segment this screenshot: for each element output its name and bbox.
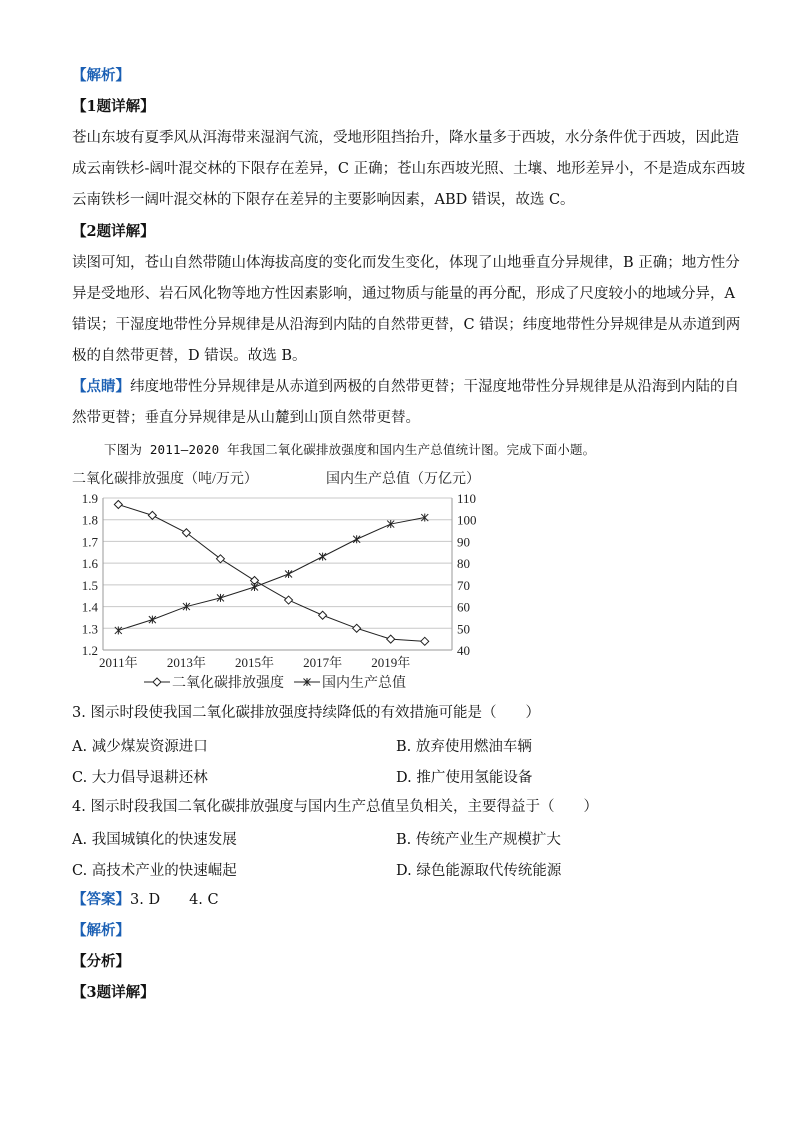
right-tick-label: 50 — [457, 621, 470, 637]
q2-line-4: 极的自然带更替，D 错误。故选 B。 — [72, 348, 307, 364]
dianjing-line-1 — [72, 377, 739, 397]
answer-text: 3. D 4. C — [130, 892, 219, 908]
gdp-point — [285, 570, 292, 578]
co2-gdp-chart — [60, 462, 510, 694]
right-tick-label: 70 — [457, 577, 470, 593]
answer-tag: 【答案】 — [72, 891, 130, 908]
q2-line-1: 读图可知，苍山自然带随山体海拔高度的变化而发生变化，体现了山地垂直分异规律，B 正确；地方性分 — [72, 255, 740, 271]
gdp-point — [353, 535, 360, 543]
q3-heading: 【3题详解】 — [72, 984, 155, 1001]
gdp-point — [115, 626, 122, 634]
q3-option-c[interactable]: C. 大力倡导退耕还林 — [72, 770, 208, 786]
co2-intensity-point — [216, 555, 224, 563]
q2-heading: 【2题详解】 — [72, 223, 155, 240]
right-axis-ticks — [457, 491, 477, 658]
q4-option-b[interactable]: B. 传统产业生产规模扩大 — [396, 832, 561, 848]
q4-option-d[interactable]: D. 绿色能源取代传统能源 — [396, 863, 562, 879]
co2-intensity-point — [285, 596, 293, 604]
left-axis-label: 二氧化碳排放强度（吨/万元） — [72, 472, 258, 487]
fenxi-heading: 【分析】 — [72, 953, 130, 970]
answer-line — [72, 890, 219, 910]
q3-stem: 3. 图示时段使我国二氧化碳排放强度持续降低的有效措施可能是（ ） — [72, 705, 540, 721]
chart-series — [114, 501, 428, 646]
section-tag-jiexi: 【解析】 — [72, 67, 130, 84]
q1-line-1: 苍山东坡有夏季风从洱海带来湿润气流，受地形阻挡抬升，降水量多于西坡，水分条件优于西坡，因此造 — [72, 130, 739, 146]
right-tick-label: 90 — [457, 534, 470, 550]
q1-line-3: 云南铁杉一阔叶混交林的下限存在差异的主要影响因素，ABD 错误，故选 C。 — [72, 192, 575, 208]
left-tick-label: 1.9 — [81, 491, 98, 506]
q1-line-2: 成云南铁杉-阔叶混交林的下限存在差异，C 正确；苍山东西坡光照、土壤、地形差异小，不是造成东西坡 — [72, 161, 746, 177]
co2-intensity-point — [182, 529, 190, 537]
co2-intensity-point — [387, 635, 395, 643]
q4-option-a[interactable]: A. 我国城镇化的快速发展 — [72, 832, 237, 848]
series-line-gdp — [118, 518, 424, 631]
left-tick-label: 1.7 — [81, 534, 98, 550]
x-axis-ticks — [99, 655, 410, 670]
x-tick-label: 2017年 — [303, 655, 343, 670]
q2-line-2: 异是受地形、岩石风化物等地方性因素影响，通过物质与能量的再分配，形成了尺度较小的地域分异，A — [72, 286, 735, 302]
gdp-point — [251, 583, 258, 591]
left-tick-label: 1.8 — [81, 512, 98, 528]
legend-label-co2-intensity: 二氧化碳排放强度 — [172, 676, 284, 691]
left-axis-ticks — [82, 491, 99, 658]
q3-option-b[interactable]: B. 放弃使用燃油车辆 — [396, 739, 532, 755]
x-tick-label: 2019年 — [371, 655, 411, 670]
left-tick-label: 1.3 — [81, 621, 98, 637]
right-tick-label: 80 — [457, 556, 470, 572]
q3-option-d[interactable]: D. 推广使用氢能设备 — [396, 770, 533, 786]
x-tick-label: 2011年 — [99, 655, 138, 670]
q4-stem: 4. 图示时段我国二氧化碳排放强度与国内生产总值呈负相关，主要得益于（ ） — [72, 799, 598, 815]
co2-intensity-point — [353, 624, 361, 632]
right-tick-label: 110 — [457, 491, 477, 506]
gdp-point — [217, 594, 224, 602]
series-line-co2-intensity — [118, 505, 424, 642]
right-tick-label: 100 — [457, 512, 477, 528]
q2-line-3: 错误；干湿度地带性分异规律是从沿海到内陆的自然带更替，C 错误；纬度地带性分异规律是从赤道到两 — [72, 317, 741, 333]
gdp-point — [319, 553, 326, 561]
dianjing-line-2: 然带更替；垂直分异规律是从山麓到山顶自然带更替。 — [72, 410, 420, 426]
q3-option-a[interactable]: A. 减少煤炭资源进口 — [72, 739, 208, 755]
x-tick-label: 2015年 — [235, 655, 275, 670]
dianjing-text-1: 纬度地带性分异规律是从赤道到两极的自然带更替；干湿度地带性分异规律是从沿海到内陆的自 — [130, 379, 739, 395]
right-tick-label: 40 — [457, 643, 470, 658]
chart-gridlines — [103, 498, 452, 650]
q1-heading: 【1题详解】 — [72, 98, 155, 115]
left-tick-label: 1.2 — [81, 643, 98, 658]
co2-intensity-point — [114, 501, 122, 509]
left-tick-label: 1.4 — [81, 599, 98, 615]
left-tick-label: 1.6 — [81, 556, 98, 572]
legend-label-gdp: 国内生产总值 — [322, 676, 406, 691]
q4-option-c[interactable]: C. 高技术产业的快速崛起 — [72, 863, 237, 879]
gdp-point — [149, 616, 156, 624]
section-tag-dianjing: 【点睛】 — [72, 378, 130, 395]
legend-marker-co2-intensity — [153, 678, 161, 686]
chart-legend — [144, 674, 406, 691]
left-tick-label: 1.5 — [81, 577, 98, 593]
co2-intensity-point — [148, 511, 156, 519]
right-tick-label: 60 — [457, 599, 470, 615]
section-tag-jiexi-2: 【解析】 — [72, 922, 130, 939]
co2-intensity-point — [319, 611, 327, 619]
right-axis-label: 国内生产总值（万亿元） — [326, 472, 480, 487]
figure-caption: 下图为 2011—2020 年我国二氧化碳排放强度和国内生产总值统计图。完成下面小题。 — [104, 442, 596, 457]
co2-intensity-point — [421, 637, 429, 645]
x-tick-label: 2013年 — [166, 655, 206, 670]
